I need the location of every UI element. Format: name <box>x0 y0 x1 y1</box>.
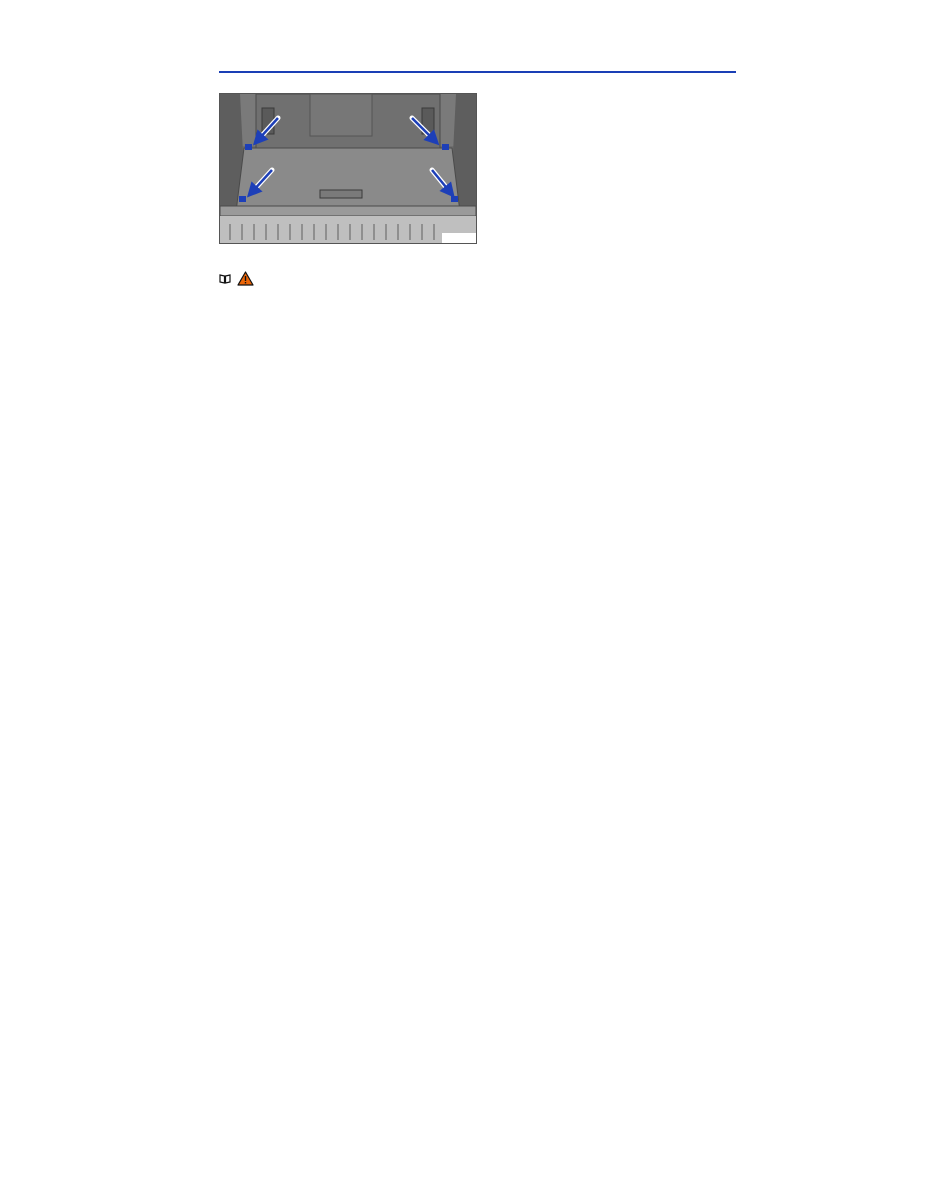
tie-down-rear-right <box>451 196 458 202</box>
figure-code-label-bg <box>442 233 476 243</box>
tie-down-front-right <box>442 144 449 150</box>
title-divider <box>219 71 736 73</box>
section-title <box>219 52 736 72</box>
warning-triangle-icon <box>237 271 254 289</box>
tie-down-rear-left <box>239 196 246 202</box>
tie-down-front-left <box>245 144 252 150</box>
luggage-compartment-illustration <box>220 94 476 243</box>
read-warnings-notice <box>219 271 736 289</box>
luggage-compartment-figure <box>219 93 477 244</box>
book-icon <box>219 274 231 287</box>
